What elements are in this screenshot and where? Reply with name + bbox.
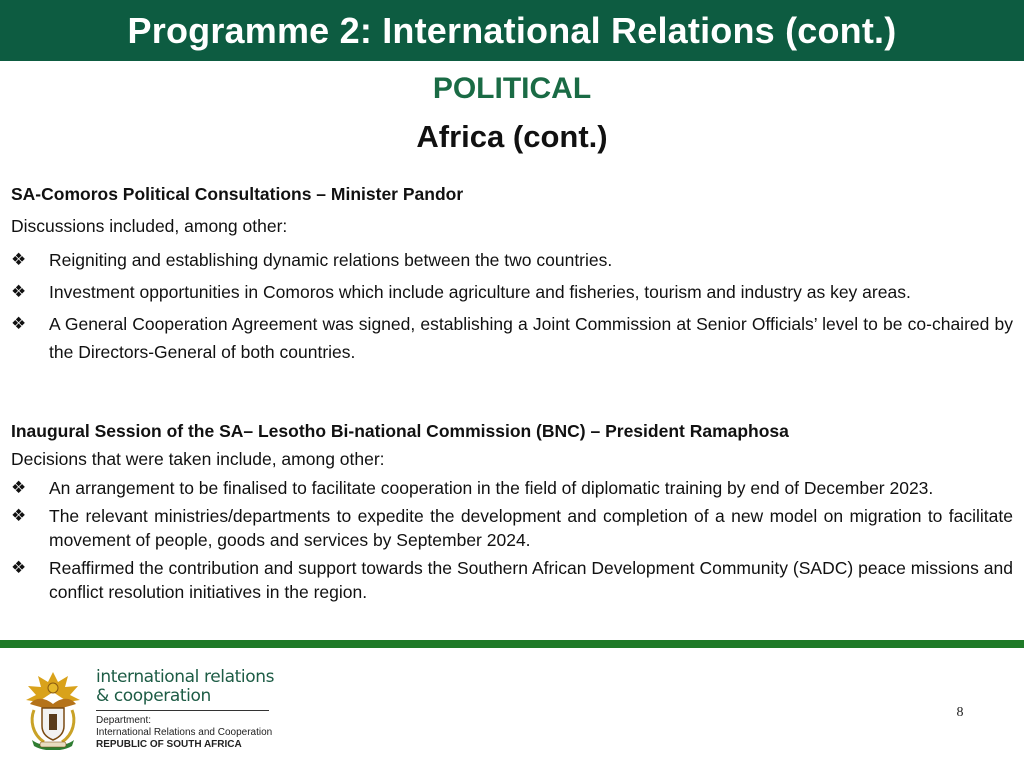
diamond-bullet-icon: ❖ [11,558,27,578]
diamond-bullet-icon: ❖ [11,250,27,270]
category-heading: POLITICAL [432,72,592,105]
section-heading: Inaugural Session of the SA– Lesotho Bi-national Commission (BNC) – President Ramaphosa [11,421,789,441]
diamond-bullet-icon: ❖ [11,506,27,526]
bullet-item [11,278,1013,306]
coat-of-arms-icon [22,668,84,750]
bullet-text: Reigniting and establishing dynamic relations between the two countries. [49,250,613,270]
bullet-item [11,556,1013,604]
diamond-bullet-icon: ❖ [11,478,27,498]
bullet-item [11,310,1013,366]
bullet-text: A General Cooperation Agreement was signed, establishing a Joint Commission at Senior Officials’ level to be co-chaired by the Directors-General of both countries. [49,314,1013,362]
department-brand [96,668,274,751]
bullet-text: Investment opportunities in Comoros which include agriculture and fisheries, tourism and industry as key areas. [49,282,911,302]
title-bar [0,0,1024,61]
brand-line-1: international relations [96,667,275,687]
department-label: Department: [96,715,152,726]
section-intro: Decisions that were taken include, among other: [11,449,385,469]
country-name: REPUBLIC OF SOUTH AFRICA [96,739,242,750]
brand-rule [96,710,269,711]
bullet-text: The relevant ministries/departments to expedite the development and completion of a new model on migration to facilitate movement of people, goods and services by September 2024. [49,506,1013,550]
bullet-list [11,476,1013,604]
bullet-text: Reaffirmed the contribution and support towards the Southern African Development Community (SADC) peace missions and conflict resolution initiatives in the region. [49,558,1013,602]
section-intro: Discussions included, among other: [11,216,288,236]
department-name: International Relations and Cooperation [96,727,273,738]
section-heading: SA-Comoros Political Consultations – Minister Pandor [11,184,464,204]
bullet-list [11,246,1013,366]
bullet-text: An arrangement to be finalised to facilitate cooperation in the field of diplomatic training by end of December 2023. [49,478,934,498]
bullet-item [11,246,1013,274]
brand-line-2: & cooperation [96,686,211,706]
bullet-item [11,476,1013,500]
page-number: 8 [956,705,964,720]
diamond-bullet-icon: ❖ [11,314,27,334]
section-comoros [11,183,1013,370]
slide-title: Programme 2: International Relations (cont.) [127,9,897,51]
bullet-item [11,504,1013,552]
section-lesotho-bnc [11,420,1013,608]
footer-divider [0,640,1024,648]
region-heading: Africa (cont.) [416,119,608,154]
diamond-bullet-icon: ❖ [11,282,27,302]
